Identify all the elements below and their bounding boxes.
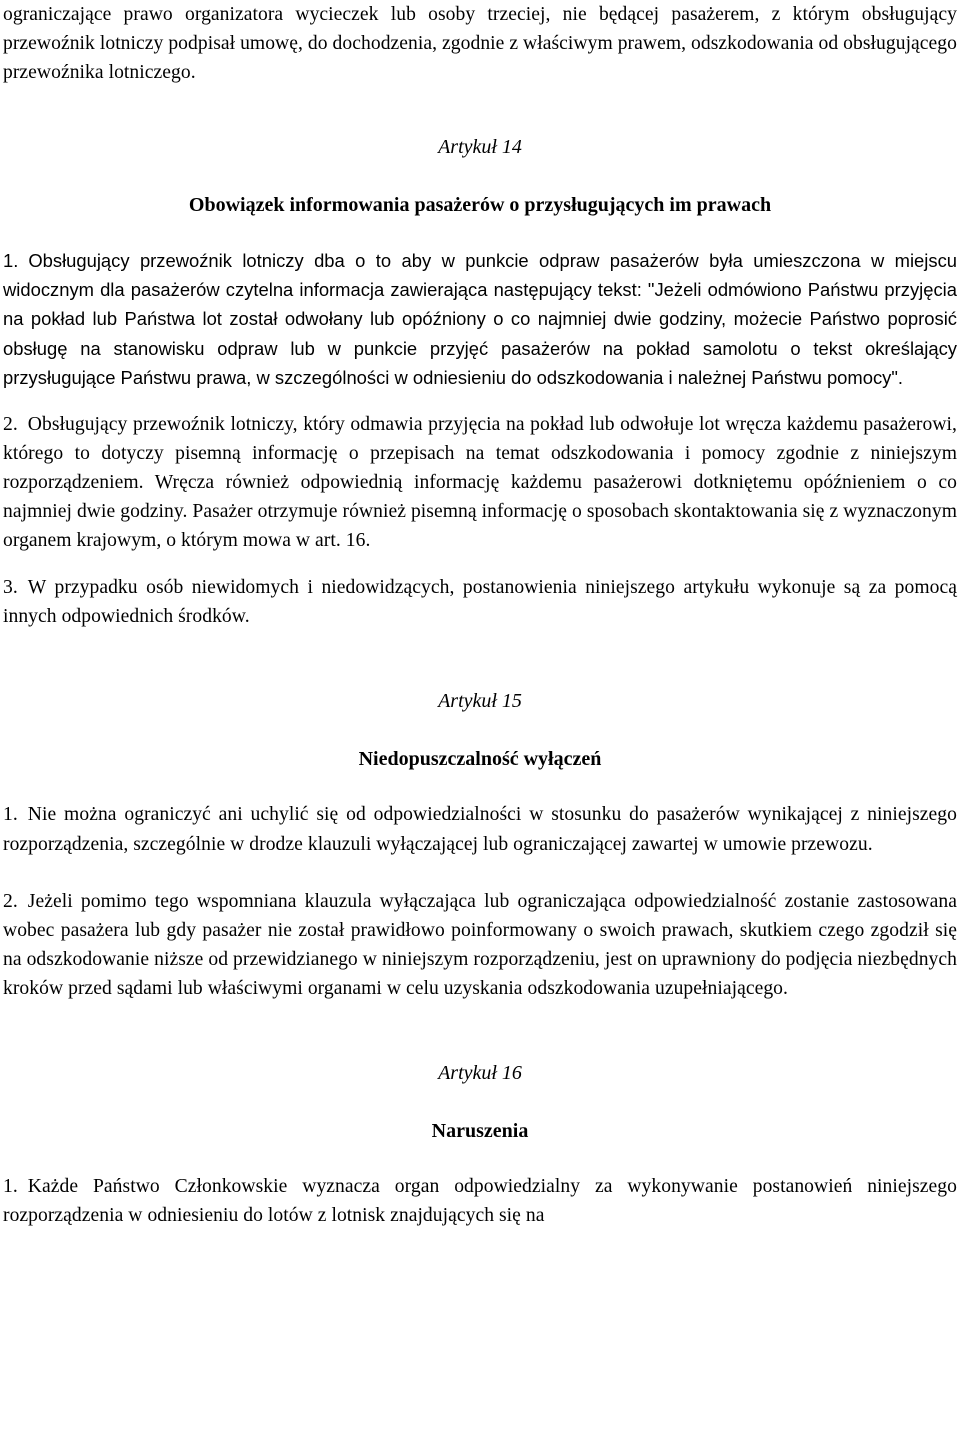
article-14-paragraph-1 [0,246,960,391]
article-16-heading: Naruszenia [431,1119,529,1142]
paragraph-text: Każde Państwo Członkowskie wyznacza organ odpowiedzialny za wykonywanie postanowień niniejszego rozporządzenia w odniesieniu do lotów z lotnisk znajdujących się na [3,1175,957,1227]
paragraph-text: Obsługujący przewoźnik lotniczy, który odmawia przyjęcia na pokład lub odwołuje lot wręcza każdemu pasażerowi, którego to dotyczy pisemną informację o przepisach na temat odszkodowania i pomocy zgodnie z niniejszym rozporządzeniem. Wręcza również odpowiednią informację każdemu pasażerowi dotkniętemu opóźnieniem o co najmniej dwie godziny. Pasażer otrzymuje również pisemną informację o sposobach skontaktowania się z wyznaczonym organem krajowym, o którym mowa w art. 16. [3,413,957,552]
article-14-title: Artykuł 14 [438,136,522,159]
article-16-title: Artykuł 16 [438,1061,522,1084]
article-16-paragraph-1 [0,1172,960,1230]
paragraph-number: 1. [3,1175,18,1197]
article-15-title: Artykuł 15 [438,690,522,713]
article-14-paragraph-3 [0,573,960,631]
article-14-paragraph-2 [0,410,960,555]
paragraph-number: 3. [3,577,18,599]
paragraph-text: Jeżeli pomimo tego wspomniana klauzula wyłączająca lub ograniczająca odpowiedzialność zostanie zastosowana wobec pasażera lub gdy pasażer nie został prawidłowo poinformowany o swoich prawach, skutkiem czego zgodził się na odszkodowanie niższe od przewidzianego w niniejszym rozporządzeniu, jest on uprawniony do podjęcia niezbędnych kroków przed sądami lub właściwymi organami w celu uzyskania odszkodowania uzupełniającego. [3,890,957,999]
paragraph-number: 1. [3,250,19,272]
paragraph-text: W przypadku osób niewidomych i niedowidzących, postanowienia niniejszego artykułu wykonuje są za pomocą innych odpowiednich środków. [3,577,957,628]
paragraph-text: Obsługujący przewoźnik lotniczy dba o to aby w punkcie odpraw pasażerów była umieszczona w miejscu widocznym dla pasażerów czytelna informacja zawierająca następujący tekst: "Jeżeli odmówiono Państwu przyjęcia na pokład lub Państwa lot został odwołany lub opóźniony o co najmniej dwie godziny, możecie Państwo poprosić obsługę na stanowisku odpraw lub w punkcie przyjęć pasażerów na pokład samolotu o tekst określający przysługujące Państwu prawa, w szczególności w odniesieniu do odszkodowania i należnej Państwu pomocy". [3,250,957,388]
article-15-paragraph-2 [0,887,960,1003]
article-15-heading: Niedopuszczalność wyłączeń [358,748,602,771]
paragraph-number: 1. [3,804,18,826]
paragraph-number: 2. [3,890,18,912]
paragraph-number: 2. [3,413,18,435]
article-15-paragraph-1 [0,800,960,858]
paragraph-text: Nie można ograniczyć ani uchylić się od odpowiedzialności w stosunku do pasażerów wynikającej z niniejszego rozporządzenia, szczególnie w drodze klauzuli wyłączającej lub ograniczającej zawartej w umowie przewozu. [3,804,957,855]
intro-paragraph: ograniczające prawo organizatora wycieczek lub osoby trzeciej, nie będącej pasażerem, z którym obsługujący przewoźnik lotniczy podpisał umowę, do dochodzenia, zgodnie z właściwym prawem, odszkodowania od obsługującego przewoźnika lotniczego. [3,4,957,84]
article-14-heading: Obowiązek informowania pasażerów o przysługujących im prawach [188,194,772,217]
